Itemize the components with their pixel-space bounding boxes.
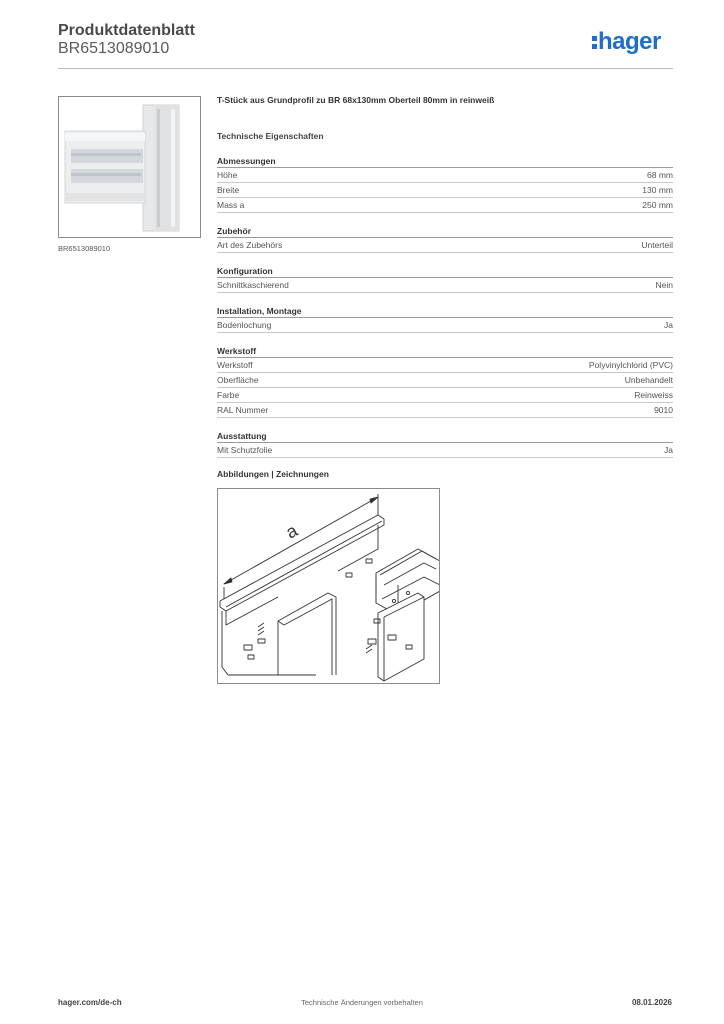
spec-label: Farbe (217, 390, 240, 400)
spec-label: Oberfläche (217, 375, 259, 385)
article-number: BR6513089010 (58, 40, 170, 57)
section-accessory (217, 225, 673, 253)
spec-value: 130 mm (642, 185, 673, 195)
section-title: Ausstattung (217, 430, 673, 443)
page-title: Produktdatenblatt (58, 22, 195, 39)
spec-value: Unbehandelt (624, 375, 673, 385)
spec-value: Unterteil (641, 240, 673, 250)
spec-row (217, 443, 673, 458)
section-configuration (217, 265, 673, 293)
section-dimensions (217, 155, 673, 213)
logo-text: hager (598, 28, 661, 55)
section-equipment (217, 430, 673, 458)
spec-value: Ja (664, 320, 673, 330)
figures-heading: Abbildungen | Zeichnungen (217, 469, 329, 479)
product-thumbnail (58, 96, 201, 238)
spec-value: Nein (655, 280, 673, 290)
spec-label: Höhe (217, 170, 238, 180)
spec-value: Reinweiss (634, 390, 673, 400)
spec-value: Polyvinylchlorid (PVC) (588, 360, 673, 370)
footer-website-link[interactable]: hager.com/de-ch (58, 998, 122, 1007)
spec-value: 68 mm (647, 170, 673, 180)
spec-label: Bodenlochung (217, 320, 272, 330)
spec-row (217, 388, 673, 403)
spec-row (217, 403, 673, 418)
technical-drawing (217, 488, 440, 684)
section-material (217, 345, 673, 418)
section-title: Installation, Montage (217, 305, 673, 318)
section-title: Konfiguration (217, 265, 673, 278)
spec-row (217, 318, 673, 333)
thumbnail-caption: BR6513089010 (58, 244, 111, 253)
header-divider (58, 68, 673, 69)
footer-notice: Technische Änderungen vorbehalten (301, 998, 423, 1007)
spec-label: Art des Zubehörs (217, 240, 283, 250)
spec-label: Mass a (217, 200, 245, 210)
product-photo-icon (59, 97, 201, 238)
spec-value: 250 mm (642, 200, 673, 210)
section-title: Abmessungen (217, 155, 673, 168)
dimension-a-label: a (282, 520, 301, 543)
tech-properties-heading: Technische Eigenschaften (217, 131, 324, 141)
spec-row (217, 198, 673, 213)
spec-row (217, 183, 673, 198)
spec-label: Schnittkaschierend (217, 280, 289, 290)
hager-logo[interactable] (592, 28, 661, 56)
spec-label: Mit Schutzfolie (217, 445, 273, 455)
product-title: T-Stück aus Grundprofil zu BR 68x130mm Oberteil 80mm in reinweiß (217, 95, 495, 105)
spec-row (217, 168, 673, 183)
spec-row (217, 358, 673, 373)
spec-label: Werkstoff (217, 360, 253, 370)
spec-value: Ja (664, 445, 673, 455)
section-title: Zubehör (217, 225, 673, 238)
t-piece-drawing-icon (218, 489, 440, 684)
spec-label: Breite (217, 185, 240, 195)
section-title: Werkstoff (217, 345, 673, 358)
content-column (217, 93, 673, 458)
spec-value: 9010 (654, 405, 673, 415)
logo-colon-icon (592, 29, 597, 49)
spec-row (217, 238, 673, 253)
section-installation (217, 305, 673, 333)
spec-row (217, 373, 673, 388)
footer-date: 08.01.2026 (631, 998, 672, 1007)
spec-label: RAL Nummer (217, 405, 269, 415)
spec-row (217, 278, 673, 293)
